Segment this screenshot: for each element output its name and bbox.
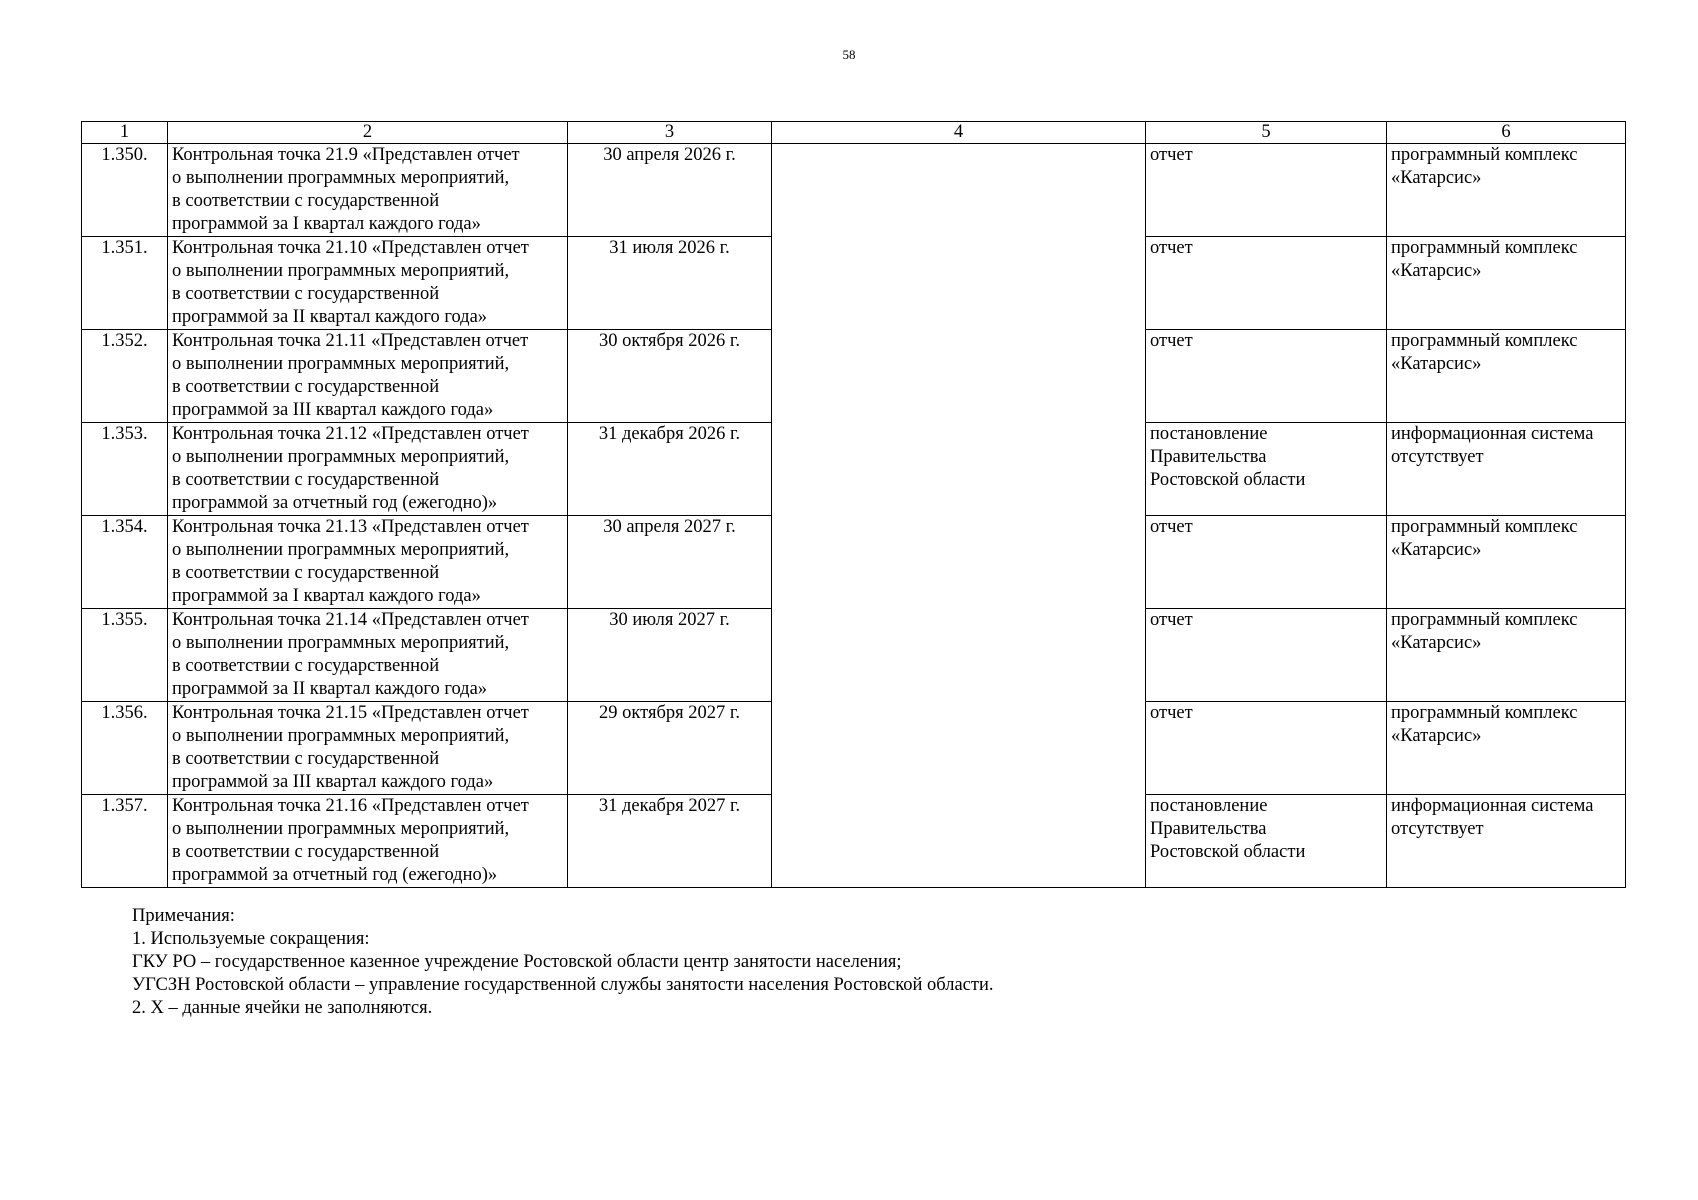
description-line: программой за II квартал каждого года»	[172, 679, 488, 699]
information-system-line: «Катарсис»	[1391, 540, 1482, 560]
description-line: программой за III квартал каждого года»	[172, 772, 494, 792]
document-type-line: отчет	[1150, 238, 1193, 258]
description-line: в соответствии с государственной	[172, 191, 440, 211]
information-system	[1387, 423, 1626, 516]
information-system	[1387, 795, 1626, 888]
information-system	[1387, 516, 1626, 609]
information-system-line: программный комплекс	[1391, 331, 1578, 351]
control-points-table	[81, 121, 1626, 888]
information-system-line: «Катарсис»	[1391, 726, 1482, 746]
description-line: в соответствии с государственной	[172, 749, 440, 769]
control-point-description	[168, 516, 568, 609]
document-type-line: постановление	[1150, 796, 1268, 816]
column-header: 1	[82, 122, 168, 144]
row-number: 1.356.	[82, 702, 168, 795]
document-type-line: Правительства	[1150, 819, 1267, 839]
information-system-line: программный комплекс	[1391, 238, 1578, 258]
description-line: программой за I квартал каждого года»	[172, 214, 481, 234]
description-line: в соответствии с государственной	[172, 656, 440, 676]
description-line: Контрольная точка 21.14 «Представлен отчет	[172, 610, 529, 630]
description-line: Контрольная точка 21.11 «Представлен отчет	[172, 331, 529, 351]
description-line: в соответствии с государственной	[172, 470, 440, 490]
description-line: в соответствии с государственной	[172, 377, 440, 397]
information-system-line: программный комплекс	[1391, 145, 1578, 165]
description-line: в соответствии с государственной	[172, 284, 440, 304]
information-system-line: программный комплекс	[1391, 517, 1578, 537]
control-point-description	[168, 330, 568, 423]
document-type	[1146, 609, 1387, 702]
document-type-line: отчет	[1150, 610, 1193, 630]
information-system-line: программный комплекс	[1391, 703, 1578, 723]
deadline-date: 29 октября 2027 г.	[568, 702, 772, 795]
row-number: 1.352.	[82, 330, 168, 423]
row-number: 1.353.	[82, 423, 168, 516]
control-point-description	[168, 702, 568, 795]
description-line: Контрольная точка 21.16 «Представлен отчет	[172, 796, 529, 816]
document-type-line: Ростовской области	[1150, 470, 1306, 490]
column-header: 2	[168, 122, 568, 144]
column-header: 5	[1146, 122, 1387, 144]
information-system-line: «Катарсис»	[1391, 354, 1482, 374]
description-line: о выполнении программных мероприятий,	[172, 819, 510, 839]
deadline-date: 30 октября 2026 г.	[568, 330, 772, 423]
deadline-date: 31 июля 2026 г.	[568, 237, 772, 330]
document-type	[1146, 516, 1387, 609]
control-point-description	[168, 237, 568, 330]
information-system	[1387, 609, 1626, 702]
page-number: 58	[842, 47, 856, 62]
description-line: Контрольная точка 21.15 «Представлен отчет	[172, 703, 529, 723]
description-line: программой за II квартал каждого года»	[172, 307, 488, 327]
deadline-date: 30 июля 2027 г.	[568, 609, 772, 702]
row-number: 1.355.	[82, 609, 168, 702]
information-system-line: «Катарсис»	[1391, 633, 1482, 653]
document-type	[1146, 702, 1387, 795]
description-line: программой за III квартал каждого года»	[172, 400, 494, 420]
description-line: о выполнении программных мероприятий,	[172, 540, 510, 560]
information-system-line: программный комплекс	[1391, 610, 1578, 630]
description-line: о выполнении программных мероприятий,	[172, 261, 510, 281]
document-type	[1146, 330, 1387, 423]
document-type-line: постановление	[1150, 424, 1268, 444]
table-header-row	[82, 122, 1626, 144]
description-line: о выполнении программных мероприятий,	[172, 633, 510, 653]
description-line: программой за I квартал каждого года»	[172, 586, 481, 606]
control-point-description	[168, 795, 568, 888]
deadline-date: 31 декабря 2027 г.	[568, 795, 772, 888]
information-system	[1387, 237, 1626, 330]
note-line: 1. Используемые сокращения:	[132, 929, 370, 949]
row-number: 1.354.	[82, 516, 168, 609]
information-system-line: «Катарсис»	[1391, 261, 1482, 281]
description-line: программой за отчетный год (ежегодно)»	[172, 865, 498, 885]
document-type	[1146, 423, 1387, 516]
description-line: о выполнении программных мероприятий,	[172, 168, 510, 188]
row-number: 1.350.	[82, 144, 168, 237]
description-line: о выполнении программных мероприятий,	[172, 354, 510, 374]
document-type	[1146, 144, 1387, 237]
control-point-description	[168, 144, 568, 237]
table-row	[82, 144, 1626, 237]
description-line: о выполнении программных мероприятий,	[172, 447, 510, 467]
description-line: Контрольная точка 21.9 «Представлен отчет	[172, 145, 520, 165]
description-line: Контрольная точка 21.10 «Представлен отчет	[172, 238, 529, 258]
control-point-description	[168, 609, 568, 702]
information-system-line: информационная система	[1391, 424, 1594, 444]
description-line: программой за отчетный год (ежегодно)»	[172, 493, 498, 513]
information-system-line: отсутствует	[1391, 447, 1484, 467]
document-type	[1146, 795, 1387, 888]
deadline-date: 30 апреля 2027 г.	[568, 516, 772, 609]
document-type-line: отчет	[1150, 703, 1193, 723]
deadline-date: 31 декабря 2026 г.	[568, 423, 772, 516]
information-system	[1387, 702, 1626, 795]
document-type-line: отчет	[1150, 331, 1193, 351]
column-header: 4	[772, 122, 1146, 144]
information-system-line: «Катарсис»	[1391, 168, 1482, 188]
deadline-date: 30 апреля 2026 г.	[568, 144, 772, 237]
information-system-line: информационная система	[1391, 796, 1594, 816]
description-line: о выполнении программных мероприятий,	[172, 726, 510, 746]
document-type-line: отчет	[1150, 145, 1193, 165]
row-number: 1.357.	[82, 795, 168, 888]
responsible-cell-merged	[772, 144, 1146, 888]
notes-title: Примечания:	[132, 906, 235, 926]
notes	[132, 905, 994, 1020]
note-line: ГКУ РО – государственное казенное учреждение Ростовской области центр занятости населения;	[132, 952, 902, 972]
information-system	[1387, 144, 1626, 237]
description-line: Контрольная точка 21.12 «Представлен отчет	[172, 424, 529, 444]
document-type-line: Ростовской области	[1150, 842, 1306, 862]
information-system-line: отсутствует	[1391, 819, 1484, 839]
document-type	[1146, 237, 1387, 330]
information-system	[1387, 330, 1626, 423]
control-point-description	[168, 423, 568, 516]
description-line: в соответствии с государственной	[172, 842, 440, 862]
row-number: 1.351.	[82, 237, 168, 330]
description-line: в соответствии с государственной	[172, 563, 440, 583]
note-line: УГСЗН Ростовской области – управление государственной службы занятости населения Ростовской области.	[132, 975, 994, 995]
description-line: Контрольная точка 21.13 «Представлен отчет	[172, 517, 529, 537]
column-header: 6	[1387, 122, 1626, 144]
document-type-line: отчет	[1150, 517, 1193, 537]
note-line: 2. Х – данные ячейки не заполняются.	[132, 998, 433, 1018]
document-type-line: Правительства	[1150, 447, 1267, 467]
column-header: 3	[568, 122, 772, 144]
